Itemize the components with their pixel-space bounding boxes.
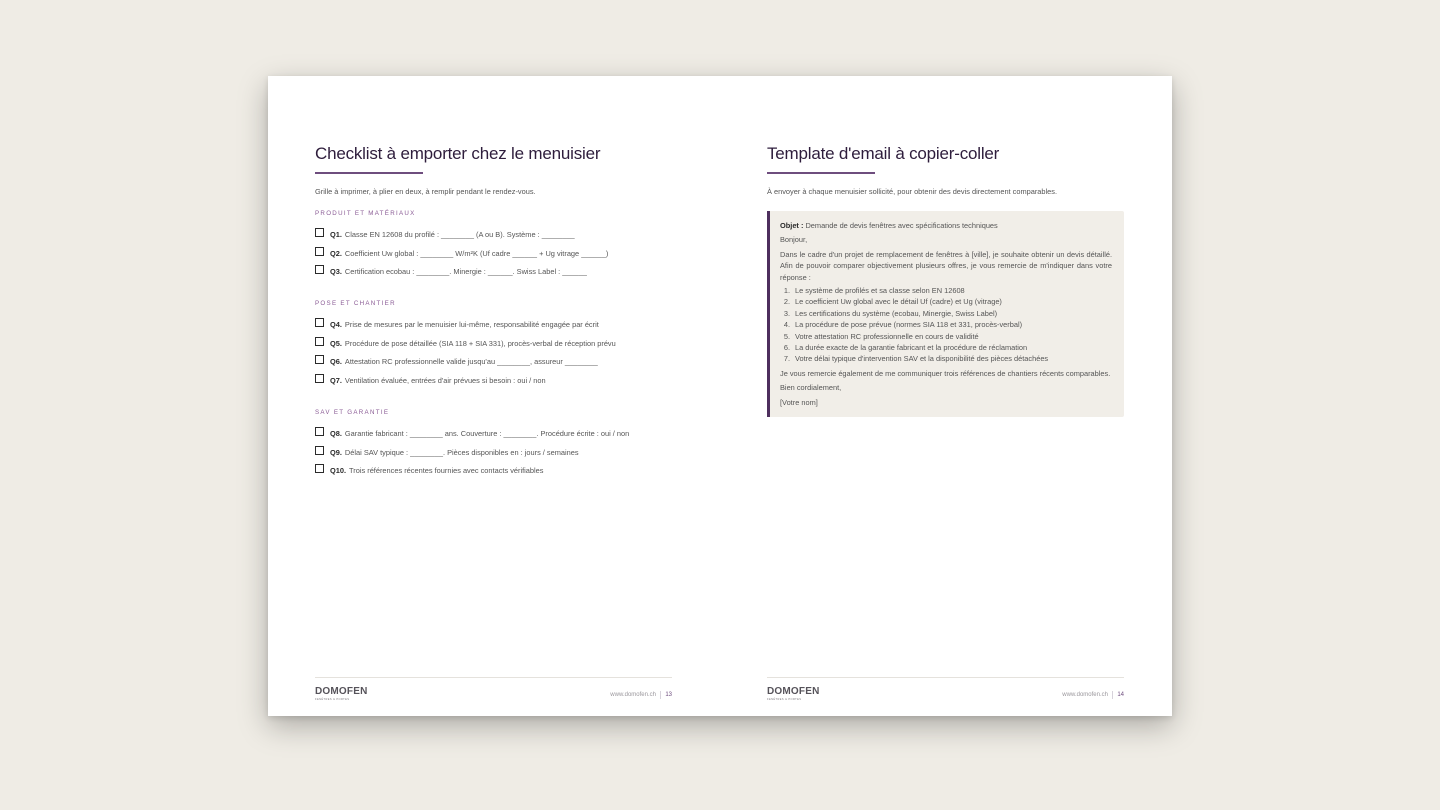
checkbox[interactable]	[315, 464, 324, 473]
email-list-item: 3. Les certifications du système (ecobau, Minergie, Swiss Label)	[783, 308, 998, 318]
section-title-pose: POSE ET CHANTIER	[315, 300, 396, 308]
email-list-item: 7. Votre délai typique d'intervention SAV et la disponibilité des pièces détachées	[783, 354, 1049, 364]
section-title-produit: PRODUIT ET MATÉRIAUX	[315, 210, 416, 217]
checklist-section-sav	[315, 429, 672, 485]
checkbox[interactable]	[315, 318, 324, 327]
email-list-item: 6. La durée exacte de la garantie fabricant et la procédure de réclamation	[783, 343, 1028, 353]
page-title: Checklist à emporter chez le menuisier	[315, 144, 601, 163]
checklist-section-pose	[315, 320, 672, 395]
domofen-logo: DOMOFEN	[315, 686, 368, 697]
footer-url[interactable]: www.domofen.ch	[1062, 692, 1108, 698]
question-text: Procédure de pose détaillée (SIA 118 + SIA 331), procès-verbal de réception prévu	[344, 338, 616, 348]
question-number: Q2.	[330, 248, 342, 258]
footer-divider	[660, 691, 661, 699]
email-subject-label: Objet :	[780, 221, 804, 230]
checkbox[interactable]	[315, 265, 324, 274]
question-text: Attestation RC professionnelle valide jusqu'au ________, assureur ________	[344, 357, 598, 367]
checkbox[interactable]	[315, 337, 324, 346]
checkbox[interactable]	[315, 446, 324, 455]
email-body: Dans le cadre d'un projet de remplacement de fenêtres à [ville], je souhaite obtenir un devis détaillé. Afin de pouvoir comparer objectivement plusieurs offres, je vous remercie de m'indiquer dans votre réponse :	[780, 249, 1112, 282]
page-title: Template d'email à copier-coller	[767, 144, 1000, 163]
email-request-list	[780, 285, 1112, 365]
title-underline	[315, 172, 423, 174]
email-signoff: Bien cordialement,	[780, 383, 842, 393]
question-number: Q5.	[330, 338, 342, 348]
email-list-item: 2. Le coefficient Uw global avec le détail Uf (cadre) et Ug (vitrage)	[783, 297, 1002, 307]
checklist-item[interactable]	[315, 320, 672, 339]
footer-divider	[1112, 691, 1113, 699]
title-underline	[767, 172, 875, 174]
document-spread	[268, 76, 1172, 716]
checklist-item[interactable]	[315, 448, 672, 467]
question-text: Certification ecobau : ________. Minergie : ______. Swiss Label : ______	[344, 267, 587, 277]
checklist-content	[315, 144, 672, 485]
question-text: Prise de mesures par le menuisier lui-même, responsabilité engagée par écrit	[344, 320, 599, 330]
question-number: Q10.	[330, 466, 347, 476]
question-text: Ventilation évaluée, entrées d'air prévues si besoin : oui / non	[344, 376, 546, 386]
page-number: 14	[1117, 692, 1124, 698]
question-number: Q4.	[330, 320, 342, 330]
checklist-item[interactable]	[315, 339, 672, 358]
page-number: 13	[665, 692, 672, 698]
checklist-item[interactable]	[315, 267, 672, 286]
checklist-item[interactable]	[315, 429, 672, 448]
checklist-item[interactable]	[315, 249, 672, 268]
checklist-item[interactable]	[315, 376, 672, 395]
question-number: Q8.	[330, 428, 342, 438]
email-signature: [Votre nom]	[780, 397, 818, 407]
question-number: Q7.	[330, 376, 342, 386]
checkbox[interactable]	[315, 374, 324, 383]
email-closing: Je vous remercie également de me communiquer trois références de chantiers récents comparables.	[780, 368, 1111, 378]
email-list-item: 5. Votre attestation RC professionnelle en cours de validité	[783, 331, 979, 341]
question-text: Coefficient Uw global : ________ W/m²K (Uf cadre ______ + Ug vitrage ______)	[344, 248, 609, 258]
logo-tagline: FENÊTRES & PORTES	[315, 698, 350, 701]
checkbox[interactable]	[315, 355, 324, 364]
checklist-item[interactable]	[315, 466, 672, 485]
question-text: Garantie fabricant : ________ ans. Couverture : ________. Procédure écrite : oui / non	[344, 428, 630, 438]
question-text: Classe EN 12608 du profilé : ________ (A ou B). Système : ________	[344, 230, 575, 239]
question-number: Q3.	[330, 267, 342, 277]
checklist-section-produit	[315, 230, 672, 286]
checkbox[interactable]	[315, 228, 324, 237]
email-list-item: 1. Le système de profilés et sa classe selon EN 12608	[783, 286, 965, 296]
email-list-item: 4. La procédure de pose prévue (normes SIA 118 et 331, procès-verbal)	[783, 320, 1023, 330]
intro-text: À envoyer à chaque menuisier sollicité, pour obtenir des devis directement comparables.	[767, 187, 1058, 196]
page-14	[720, 76, 1172, 716]
email-subject-text: Demande de devis fenêtres avec spécifications techniques	[805, 221, 998, 230]
email-greeting: Bonjour,	[780, 235, 808, 245]
question-text: Délai SAV typique : ________. Pièces disponibles en : jours / semaines	[344, 447, 579, 457]
email-subject	[780, 220, 1112, 231]
email-template-box[interactable]	[767, 211, 1124, 417]
checklist-item[interactable]	[315, 357, 672, 376]
intro-text: Grille à imprimer, à plier en deux, à remplir pendant le rendez-vous.	[315, 187, 536, 196]
checkbox[interactable]	[315, 247, 324, 256]
question-number: Q6.	[330, 357, 342, 367]
page-footer	[767, 677, 1124, 707]
domofen-logo: DOMOFEN	[767, 686, 820, 697]
checklist-item[interactable]	[315, 230, 672, 249]
logo-tagline: FENÊTRES & PORTES	[767, 698, 802, 701]
question-number: Q1.	[330, 230, 342, 239]
checkbox[interactable]	[315, 427, 324, 436]
footer-url[interactable]: www.domofen.ch	[610, 692, 656, 698]
page-13	[268, 76, 720, 716]
page-footer	[315, 677, 672, 707]
email-template-content	[767, 144, 1124, 417]
section-title-sav: SAV ET GARANTIE	[315, 408, 390, 416]
question-number: Q9.	[330, 447, 342, 457]
question-text: Trois références récentes fournies avec contacts vérifiables	[349, 466, 544, 476]
